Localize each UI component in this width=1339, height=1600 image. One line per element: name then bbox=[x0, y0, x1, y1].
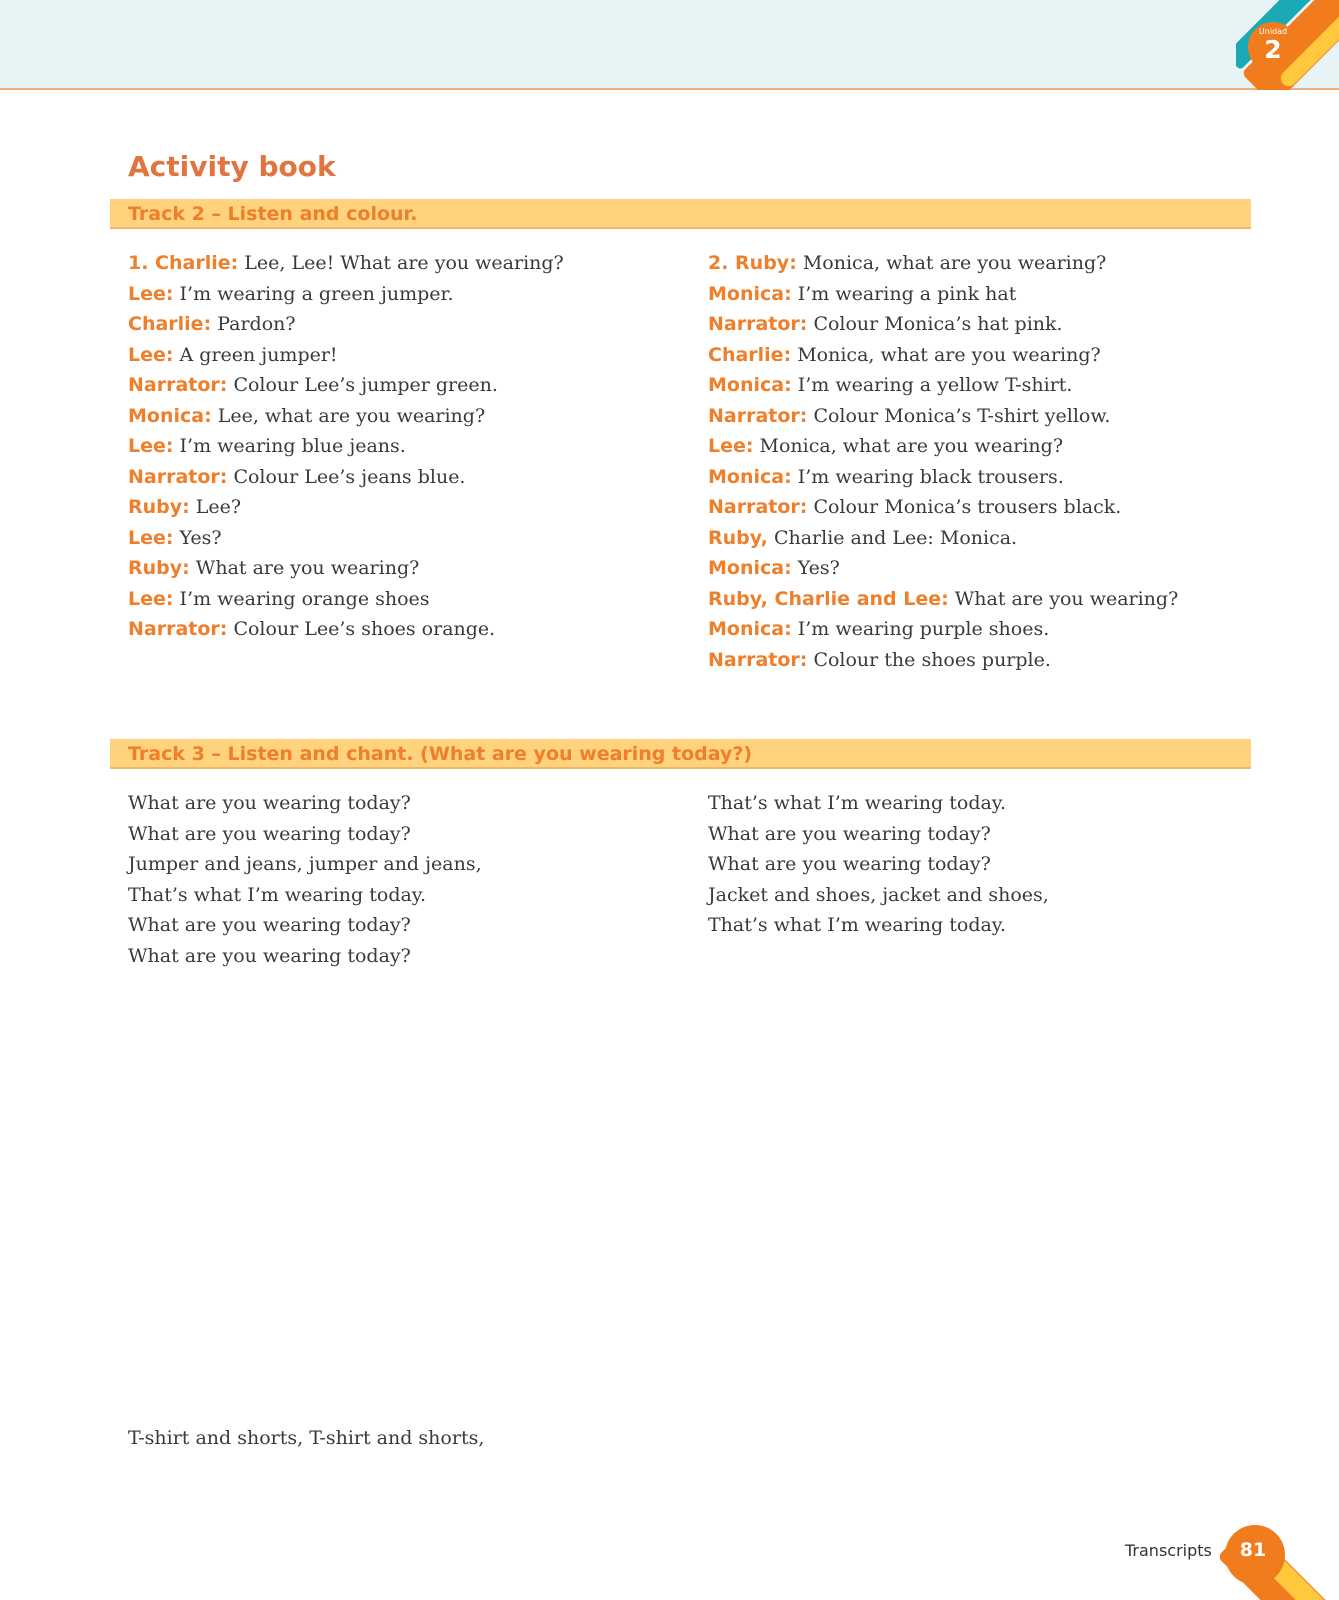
speaker-label: Lee: bbox=[128, 343, 174, 366]
dialogue-line bbox=[708, 645, 1268, 676]
dialogue-line bbox=[708, 279, 1268, 310]
chant-line: What are you wearing today? bbox=[708, 853, 991, 875]
dialogue-text: I’m wearing orange shoes bbox=[179, 587, 430, 610]
chant-line: What are you wearing today? bbox=[128, 792, 411, 814]
dialogue-text: I’m wearing black trousers. bbox=[797, 465, 1064, 488]
dialogue-line bbox=[708, 584, 1268, 615]
dialogue-text: Yes? bbox=[179, 526, 222, 549]
speaker-label: Lee: bbox=[708, 435, 754, 457]
dialogue-text: Yes? bbox=[797, 557, 840, 579]
speaker-label: Lee: bbox=[128, 435, 174, 457]
dialogue-text: Lee, what are you wearing? bbox=[217, 404, 486, 427]
speaker-label: Monica: bbox=[708, 282, 792, 305]
speaker-label: Ruby, bbox=[708, 526, 768, 549]
dialogue-line bbox=[128, 279, 688, 310]
speaker-label: Narrator: bbox=[708, 496, 808, 518]
speaker-label: Charlie: bbox=[128, 313, 212, 335]
track-2-left-column bbox=[128, 248, 688, 645]
dialogue-text: I’m wearing a pink hat bbox=[797, 282, 1017, 305]
dialogue-text: Pardon? bbox=[217, 313, 296, 335]
speaker-label: 1. Charlie: bbox=[128, 252, 239, 274]
chant-line: That’s what I’m wearing today. bbox=[128, 883, 427, 906]
dialogue-line bbox=[708, 248, 1268, 279]
chant-line: Jacket and shoes, jacket and shoes, bbox=[708, 883, 1049, 906]
dialogue-text: A green jumper! bbox=[179, 343, 338, 366]
dialogue-line bbox=[708, 401, 1268, 432]
dialogue-line bbox=[128, 462, 688, 493]
unit-label: Unidad bbox=[1258, 27, 1288, 36]
page-title: Activity book bbox=[128, 150, 336, 183]
page-number: 81 bbox=[1239, 1539, 1267, 1561]
chant-line: What are you wearing today? bbox=[128, 944, 411, 967]
dialogue-line bbox=[708, 309, 1268, 340]
speaker-label: Monica: bbox=[708, 374, 792, 396]
chant-line: Jumper and jeans, jumper and jeans, bbox=[128, 853, 482, 875]
dialogue-line bbox=[128, 401, 688, 432]
speaker-label: Ruby: bbox=[128, 496, 190, 518]
speaker-label: Narrator: bbox=[128, 465, 228, 488]
dialogue-text: Colour Lee’s shoes orange. bbox=[233, 618, 496, 640]
dialogue-line bbox=[128, 248, 688, 279]
unit-number: 2 bbox=[1264, 35, 1282, 64]
dialogue-text: Monica, what are you wearing? bbox=[802, 252, 1107, 274]
dialogue-text: Charlie and Lee: Monica. bbox=[773, 526, 1018, 549]
speaker-label: Lee: bbox=[128, 587, 174, 610]
dialogue-text: Colour Monica’s T-shirt yellow. bbox=[813, 404, 1111, 427]
speaker-label: Monica: bbox=[708, 618, 792, 640]
speaker-label: Charlie: bbox=[708, 343, 792, 366]
dialogue-text: What are you wearing? bbox=[195, 557, 420, 579]
dialogue-text: Monica, what are you wearing? bbox=[797, 343, 1101, 366]
speaker-label: 2. Ruby: bbox=[708, 252, 797, 274]
dialogue-text: Colour Monica’s trousers black. bbox=[813, 496, 1122, 518]
dialogue-line bbox=[128, 523, 688, 554]
dialogue-line bbox=[128, 553, 688, 584]
dialogue-text: Lee, Lee! What are you wearing? bbox=[244, 252, 564, 274]
dialogue-text: Lee? bbox=[195, 496, 242, 518]
speaker-label: Lee: bbox=[128, 526, 174, 549]
dialogue-line bbox=[708, 553, 1268, 584]
speaker-label: Narrator: bbox=[708, 648, 808, 671]
dialogue-text: I’m wearing a yellow T-shirt. bbox=[797, 374, 1073, 396]
track-3-heading: Track 3 – Listen and chant. (What are you wearing today?) bbox=[110, 739, 1251, 769]
dialogue-line bbox=[708, 431, 1268, 462]
track-3-left-column bbox=[128, 788, 688, 971]
dialogue-line bbox=[708, 462, 1268, 493]
page-number-badge bbox=[1220, 1520, 1339, 1600]
dialogue-text: I’m wearing blue jeans. bbox=[179, 435, 406, 457]
dialogue-text: Colour Lee’s jeans blue. bbox=[233, 465, 466, 488]
dialogue-line bbox=[128, 309, 688, 340]
dialogue-text: Monica, what are you wearing? bbox=[759, 435, 1064, 457]
dialogue-line bbox=[128, 584, 688, 615]
chant-line: That’s what I’m wearing today. bbox=[708, 792, 1007, 814]
dialogue-text: Colour Monica’s hat pink. bbox=[813, 313, 1063, 335]
track-2-right-column bbox=[708, 248, 1268, 675]
dialogue-line bbox=[128, 340, 688, 371]
dialogue-line bbox=[708, 492, 1268, 523]
speaker-label: Ruby: bbox=[128, 557, 190, 579]
dialogue-line bbox=[128, 370, 688, 401]
dialogue-text: I’m wearing a green jumper. bbox=[179, 282, 454, 305]
header-band bbox=[0, 0, 1339, 90]
speaker-label: Lee: bbox=[128, 282, 174, 305]
dialogue-line bbox=[128, 614, 688, 645]
track-2-heading: Track 2 – Listen and colour. bbox=[110, 199, 1251, 229]
dialogue-text: Colour the shoes purple. bbox=[813, 648, 1051, 671]
footer-section-label: Transcripts bbox=[1125, 1541, 1212, 1560]
dialogue-line bbox=[128, 492, 688, 523]
dialogue-line bbox=[708, 370, 1268, 401]
chant-line: What are you wearing today? bbox=[128, 822, 411, 845]
dialogue-line bbox=[128, 431, 688, 462]
speaker-label: Ruby, Charlie and Lee: bbox=[708, 587, 949, 610]
chant-line: What are you wearing today? bbox=[128, 914, 411, 936]
dialogue-line bbox=[708, 340, 1268, 371]
unit-badge bbox=[1236, 0, 1339, 90]
dialogue-text: I’m wearing purple shoes. bbox=[797, 618, 1050, 640]
speaker-label: Narrator: bbox=[708, 313, 808, 335]
chant-line-orphan: T-shirt and shorts, T-shirt and shorts, bbox=[128, 1427, 485, 1449]
chant-line: That’s what I’m wearing today. bbox=[708, 914, 1007, 936]
speaker-label: Narrator: bbox=[128, 618, 228, 640]
dialogue-text: Colour Lee’s jumper green. bbox=[233, 374, 498, 396]
speaker-label: Monica: bbox=[128, 404, 212, 427]
dialogue-line bbox=[708, 523, 1268, 554]
chant-line: What are you wearing today? bbox=[708, 822, 991, 845]
speaker-label: Narrator: bbox=[708, 404, 808, 427]
track-3-right-column bbox=[708, 788, 1268, 941]
speaker-label: Monica: bbox=[708, 557, 792, 579]
speaker-label: Narrator: bbox=[128, 374, 228, 396]
dialogue-line bbox=[708, 614, 1268, 645]
dialogue-text: What are you wearing? bbox=[954, 587, 1179, 610]
speaker-label: Monica: bbox=[708, 465, 792, 488]
